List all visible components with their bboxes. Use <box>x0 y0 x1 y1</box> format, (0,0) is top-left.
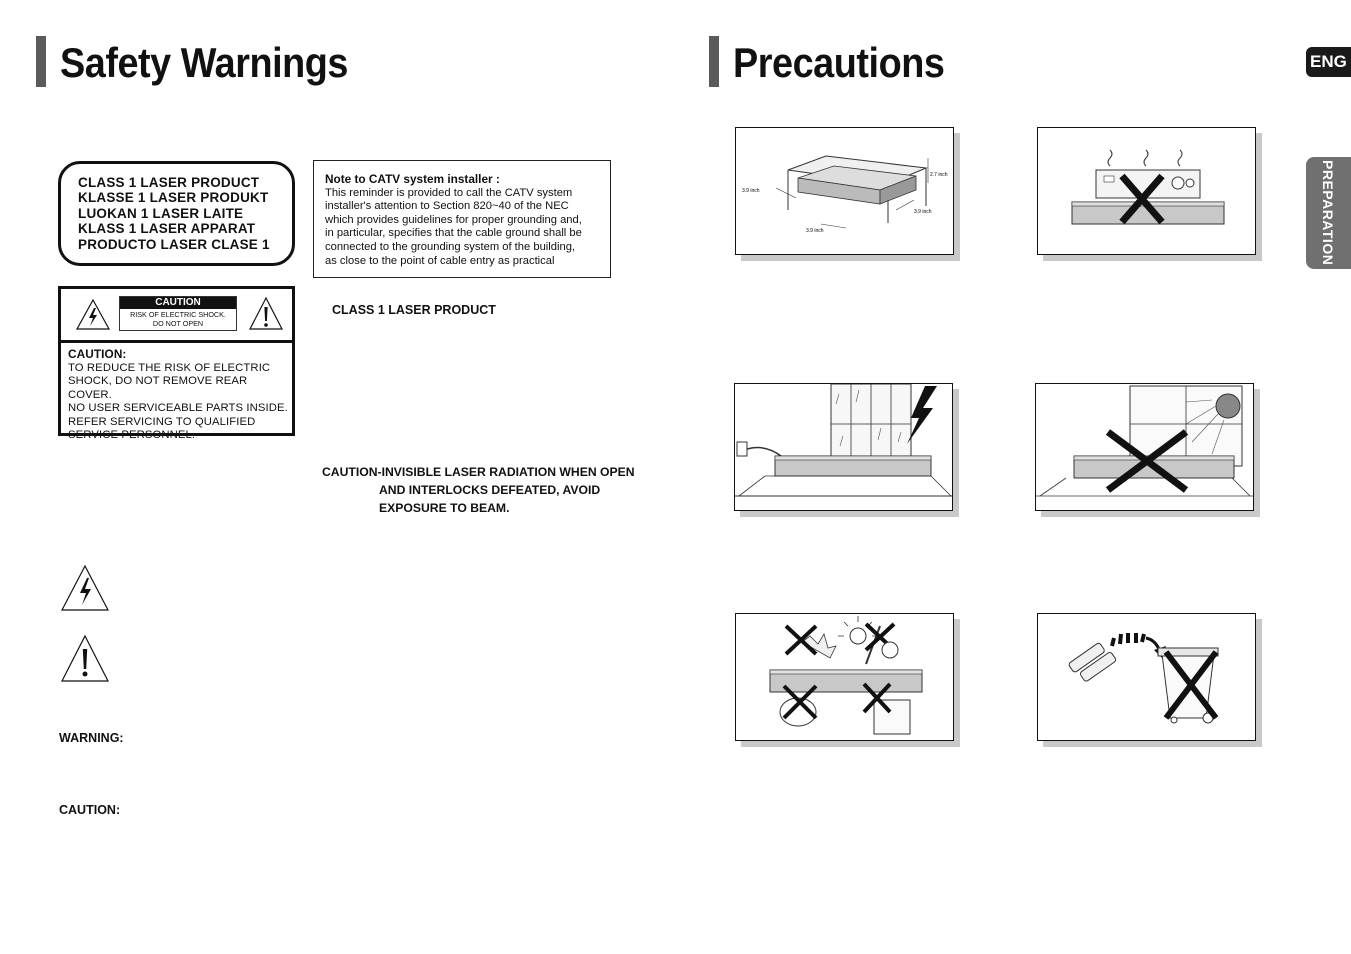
laser-product-label-box <box>58 161 295 266</box>
caution-label-line: RISK OF ELECTRIC SHOCK. <box>130 310 226 319</box>
no-direct-sunlight-illustration <box>1036 384 1254 511</box>
caution-label-line: DO NOT OPEN <box>152 319 204 328</box>
section-tab-preparation <box>1306 157 1351 269</box>
caution-label <box>119 296 237 331</box>
caution-line: SERVICE PERSONNEL. <box>68 429 196 441</box>
note-line: This reminder is provided to call the CATV system <box>325 186 573 199</box>
exclamation-triangle-icon <box>60 634 110 683</box>
lightning-bolt-triangle-icon <box>75 298 111 331</box>
precaution-foreign-objects-panel <box>735 613 954 741</box>
unplug-during-storm-illustration <box>735 384 953 511</box>
warning-heading: WARNING: <box>59 731 124 745</box>
laser-label-line: KLASS 1 LASER APPARAT <box>78 221 256 237</box>
caution-label-body <box>120 309 236 328</box>
caution-line: REFER SERVICING TO QUALIFIED <box>68 415 256 428</box>
panel-frame <box>735 613 954 741</box>
caution-title: CAUTION: <box>68 347 127 361</box>
note-line: in particular, specifies that the cable ground shall be <box>325 227 582 240</box>
panel-frame <box>735 127 954 255</box>
language-badge: ENG <box>1306 47 1351 77</box>
caution-symbol-row <box>61 289 292 343</box>
note-line: connected to the grounding system of the building, <box>325 240 576 253</box>
precaution-battery-disposal-panel <box>1037 613 1256 741</box>
caution-line: TO REDUCE THE RISK OF ELECTRIC <box>68 361 271 374</box>
dimension-label: 3.9 inch <box>914 209 932 215</box>
caution-line: SHOCK, DO NOT REMOVE REAR COVER. <box>68 375 248 401</box>
panel-frame <box>1037 127 1256 255</box>
dimension-label: 3.9 inch <box>742 188 760 194</box>
page-title-precautions: Precautions <box>733 39 945 86</box>
caution-heading: CAUTION: <box>59 803 121 817</box>
invisible-laser-line: EXPOSURE TO BEAM. <box>379 501 510 515</box>
note-line: which provides guidelines for proper grounding and, <box>325 213 582 226</box>
laser-label-line: KLASSE 1 LASER PRODUKT <box>78 190 269 206</box>
invisible-laser-radiation-warning <box>322 463 635 517</box>
title-accent-bar <box>36 36 46 87</box>
caution-text <box>68 348 290 443</box>
note-line: as close to the point of cable entry as practical <box>325 254 555 267</box>
exclamation-triangle-icon <box>248 296 284 331</box>
precaution-heat-source-panel <box>1037 127 1256 255</box>
panel-frame <box>734 383 953 511</box>
laser-label-line: LUOKAN 1 LASER LAITE <box>78 205 244 221</box>
battery-disposal-illustration <box>1038 614 1256 741</box>
dimension-label: 2.7 inch <box>930 172 948 178</box>
precaution-ventilation-panel <box>735 127 954 255</box>
section-tab-label: PREPARATION <box>1320 160 1336 266</box>
laser-label-line: PRODUCTO LASER CLASE 1 <box>78 236 270 252</box>
note-line: installer's attention to Section 820~40 of the NEC <box>325 200 569 213</box>
laser-label-line: CLASS 1 LASER PRODUCT <box>78 175 260 190</box>
lightning-bolt-triangle-icon <box>60 564 110 612</box>
no-objects-on-unit-illustration <box>736 614 954 741</box>
ventilation-clearance-illustration <box>736 128 954 255</box>
precaution-lightning-panel <box>734 383 953 511</box>
invisible-laser-line: CAUTION-INVISIBLE LASER RADIATION WHEN OPEN <box>322 465 635 479</box>
class1-laser-product-text: CLASS 1 LASER PRODUCT <box>332 303 496 317</box>
panel-frame <box>1037 613 1256 741</box>
page-title-safety-warnings: Safety Warnings <box>60 39 349 86</box>
caution-label-header: CAUTION <box>120 297 236 309</box>
precaution-sunlight-panel <box>1035 383 1254 511</box>
caution-warning-box <box>58 286 295 441</box>
invisible-laser-line: AND INTERLOCKS DEFEATED, AVOID <box>379 483 601 497</box>
no-heat-source-illustration <box>1038 128 1256 255</box>
dimension-label: 3.9 inch <box>806 228 824 234</box>
caution-line: NO USER SERVICEABLE PARTS INSIDE. <box>68 402 288 414</box>
title-accent-bar <box>709 36 719 87</box>
panel-frame <box>1035 383 1254 511</box>
note-title: Note to CATV system installer : <box>325 172 500 186</box>
catv-installer-note <box>313 160 611 278</box>
